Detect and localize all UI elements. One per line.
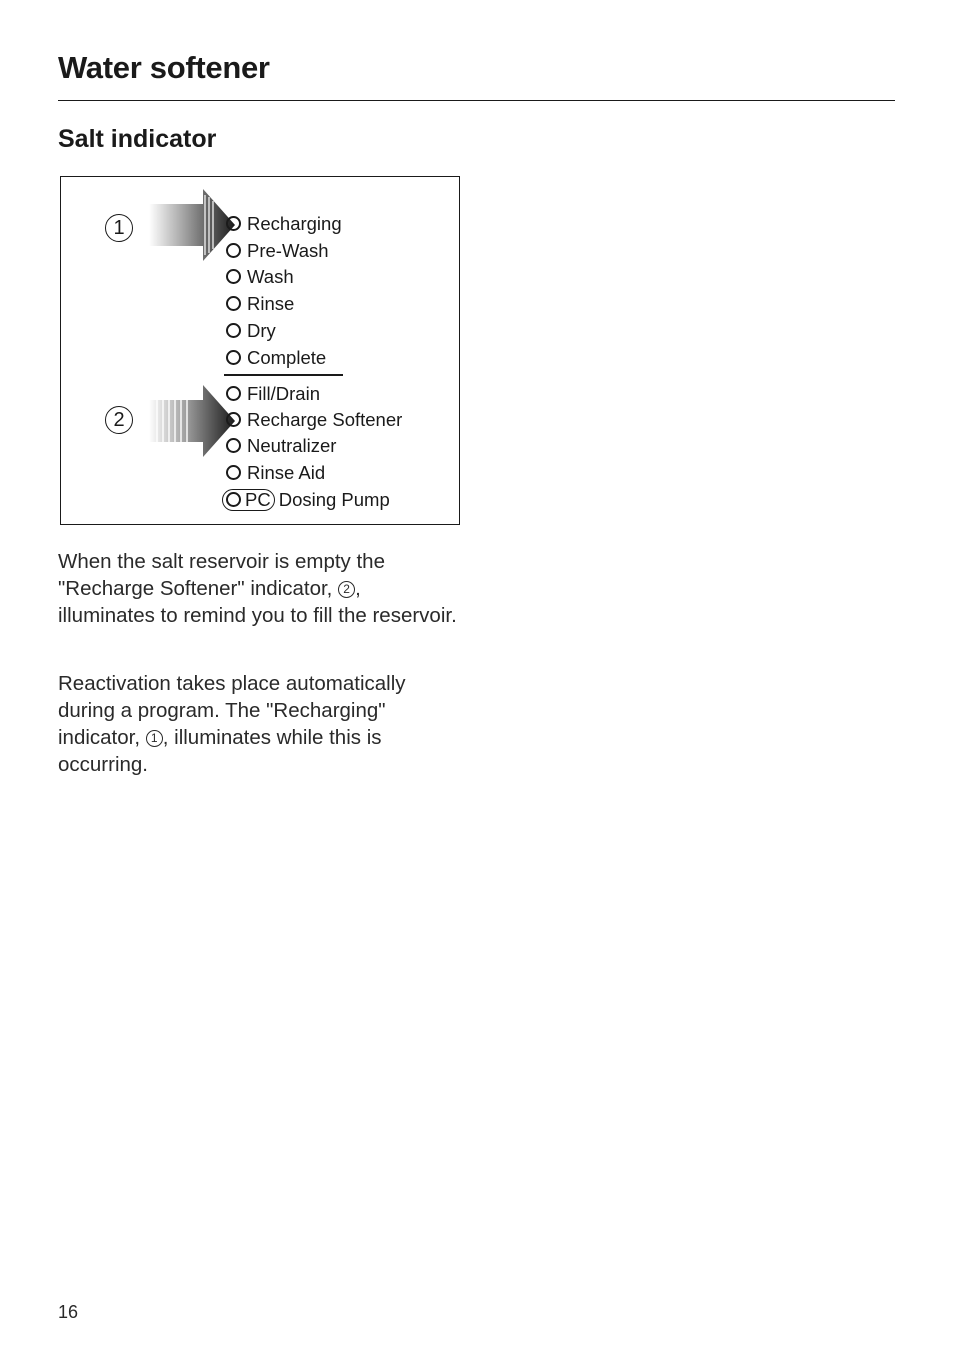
paragraph-reactivation: Reactivation takes place automatically during a program. The "Recharging" indicator, 1 , illuminates while this is occurring.: [58, 672, 406, 776]
title-divider: [58, 100, 895, 101]
page-title: Water softener: [58, 50, 270, 85]
indicator-light-icon: [226, 296, 241, 311]
pc-badge: PC: [222, 489, 275, 511]
arrow-2-icon: [147, 385, 237, 457]
indicator-wash: Wash: [226, 266, 294, 288]
callout-1: 1: [105, 214, 133, 242]
indicator-light-icon: [226, 412, 241, 427]
indicator-neutralizer: Neutralizer: [226, 435, 336, 457]
indicator-light-icon: [226, 386, 241, 401]
indicator-rinse-aid: Rinse Aid: [226, 462, 325, 484]
indicator-light-icon: [226, 438, 241, 453]
salt-indicator-figure: [60, 176, 460, 525]
indicator-dosing-pump: PC Dosing Pump: [226, 489, 390, 511]
indicator-rinse: Rinse: [226, 293, 294, 315]
indicator-light-icon: [226, 492, 241, 507]
indicator-recharge-softener: Recharge Softener: [226, 409, 402, 431]
indicator-light-icon: [226, 350, 241, 365]
callout-2: 2: [105, 406, 133, 434]
indicator-complete: Complete: [226, 347, 326, 369]
page-number: 16: [58, 1302, 79, 1322]
paragraph-refill: When the salt reservoir is empty the "Recharge Softener" indicator, 2 , illuminates to remind you to fill the reservoir.: [58, 550, 457, 627]
indicator-light-icon: [226, 323, 241, 338]
indicator-dry: Dry: [226, 320, 276, 342]
indicator-recharging: Recharging: [226, 213, 342, 235]
inline-callout-1: 1: [146, 730, 163, 747]
indicator-light-icon: [226, 465, 241, 480]
indicator-light-icon: [226, 269, 241, 284]
section-heading: Salt indicator: [58, 125, 217, 153]
indicator-light-icon: [226, 216, 241, 231]
indicator-pre-wash: Pre-Wash: [226, 240, 329, 262]
indicator-fill-drain: Fill/Drain: [226, 383, 320, 405]
group-divider: [224, 374, 343, 376]
indicator-light-icon: [226, 243, 241, 258]
inline-callout-2: 2: [338, 581, 355, 598]
arrow-1-icon: [147, 189, 237, 261]
